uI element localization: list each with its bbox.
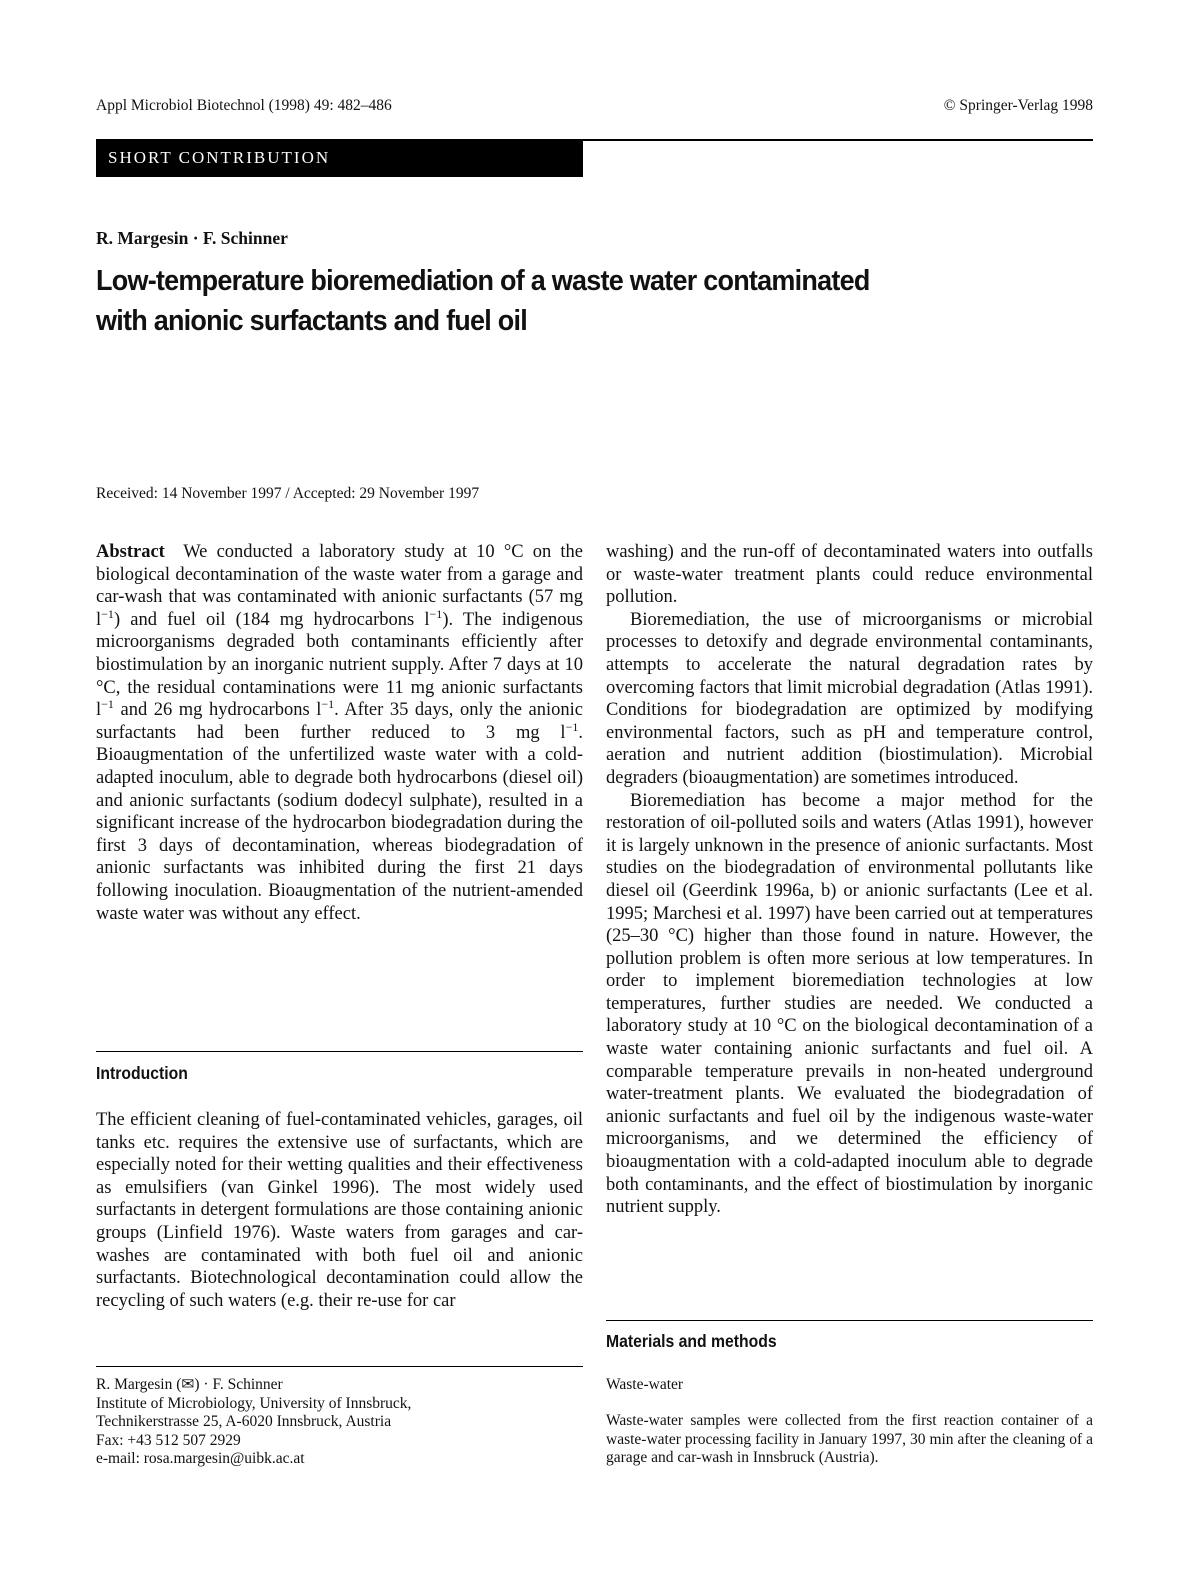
- journal-citation: Appl Microbiol Biotechnol (1998) 49: 482–486: [96, 97, 392, 114]
- abstract-text-2: ) and fuel oil (184 mg hydrocarbons l: [113, 609, 430, 630]
- introduction-paragraph-1: [96, 1109, 583, 1312]
- introduction-paragraph-1-text: The efficient cleaning of fuel-contaminated vehicles, garages, oil tanks etc. requires the extensive use of surfactants, which are especially noted for their wetting qualities and their effectiveness as emulsifiers (van Ginkel 1996). The most widely used surfactants in detergent formulations are those containing anionic groups (Linfield 1976). Waste waters from garages and car-washes are contaminated with both fuel oil and anionic surfactants. Biotechnological decontamination could allow the recycling of such waters (e.g. their re-use for car: [96, 1110, 583, 1311]
- introduction-paragraph-3: Bioremediation has become a major method for the restoration of oil-polluted soils and waters (Atlas 1991), however it is largely unknown in the presence of anionic surfactants. Most studies on the biodegradation of environmental pollutants like diesel oil (Geerdink 1996a, b) or anionic surfactants (Lee et al. 1995; Marchesi et al. 1997) have been carried out at temperatures (25–30 °C) higher than those found in nature. However, the pollution problem is often more serious at low temperatures. In order to implement bioremediation technologies at low temperatures, further studies are needed. We conducted a laboratory study at 10 °C on the biological decontamination of a waste water containing anionic surfactants and fuel oil. A comparable temperature prevails in non-heated underground water-treatment plants. We evaluated the biodegradation of anionic surfactants and fuel oil by the indigenous waste-water microorganisms, and we determined the efficiency of bioaugmentation with a cold-adapted inoculum able to degrade both contaminants, and the effect of biostimulation by inorganic nutrient supply.: [606, 790, 1093, 1218]
- author-list: R. Margesin · F. Schinner: [96, 228, 288, 248]
- abstract-sup-3: −1: [101, 697, 114, 711]
- article-title: [96, 261, 1026, 341]
- article-title-line-1: Low-temperature bioremediation of a waste water contaminated: [96, 265, 870, 297]
- introduction-paragraph-1-continued: washing) and the run-off of decontaminated waters into outfalls or waste-water treatment plants could reduce environmental pollution.: [606, 542, 1093, 608]
- correspondence-line-4: Fax: +43 512 507 2929: [96, 1431, 241, 1449]
- methods-text: Waste-water samples were collected from the first reaction container of a waste-water processing facility in January 1997, 30 min after the cleaning of a garage and car-wash in Innsbruck (Austria).: [606, 1412, 1093, 1466]
- copyright-notice: © Springer-Verlag 1998: [943, 97, 1093, 114]
- abstract-sup-1: −1: [101, 606, 114, 621]
- abstract-sup-2: −1: [429, 606, 443, 621]
- introduction-continued: [606, 541, 1093, 1219]
- article-title-line-2: with anionic surfactants and fuel oil: [96, 305, 528, 337]
- abstract-text-4: and 26 mg hydrocarbons l: [113, 700, 322, 721]
- banner-rule: [583, 139, 1093, 141]
- introduction-heading: Introduction: [96, 1063, 188, 1083]
- introduction-paragraph-2: Bioremediation, the use of microorganisms or microbial processes to detoxify and degrade environmental contaminants, attempts to accelerate the natural degradation rates by overcoming factors that limit microbial degradation (Atlas 1991). Conditions for biodegradation are optimized by modifying environmental factors, such as pH and temperature control, aeration and nutrient addition (biostimulation). Microbial degraders (bioaugmentation) are sometimes introduced.: [606, 609, 1093, 788]
- abstract-text-5: . After 35 days, only the anionic surfactants had been further reduced to 3 mg l: [96, 700, 583, 743]
- abstract: [96, 541, 583, 925]
- abstract-label: Abstract: [96, 542, 165, 562]
- received-accepted-dates: Received: 14 November 1997 / Accepted: 29 November 1997: [96, 485, 480, 502]
- correspondence-line-2: Institute of Microbiology, University of Innsbruck,: [96, 1394, 412, 1412]
- abstract-text-3: ). The indigenous microorganisms degraded both contaminants efficiently after biostimulation by an inorganic nutrient supply. After 7 days at 10 °C, the residual contaminations were 11 mg anionic surfactants l: [96, 609, 584, 721]
- methods-subheading: Waste-water: [606, 1376, 684, 1393]
- correspondence-line-3: Technikerstrasse 25, A-6020 Innsbruck, Austria: [96, 1413, 392, 1430]
- abstract-sup-4: −1: [321, 697, 335, 711]
- abstract-sup-5: −1: [565, 719, 579, 734]
- footnote-rule: [96, 1366, 583, 1367]
- correspondence-address: [96, 1376, 583, 1469]
- section-banner: SHORT CONTRIBUTION: [96, 139, 583, 177]
- introduction-rule: [96, 1051, 583, 1052]
- abstract-text-1: We conducted a laboratory study at 10 °C on the biological decontamination of the waste water from a garage and car-wash that was contaminated with anionic surfactants (57 mg l: [96, 542, 584, 630]
- abstract-text-6: . Bioaugmentation of the unfertilized waste water with a cold-adapted inoculum, able to degrade both hydrocarbons (diesel oil) and anionic surfactants (sodium dodecyl sulphate), resulted in a significant increase of the hydrocarbon biodegradation during the first 3 days of decontamination, whereas biodegradation of anionic surfactants was inhibited during the first 21 days following inoculation. Bioaugmentation of the nutrient-amended waste water was without any effect.: [96, 722, 583, 924]
- methods-rule: [606, 1320, 1093, 1321]
- correspondence-line-5: e-mail: rosa.margesin@uibk.ac.at: [96, 1450, 305, 1467]
- correspondence-line-1: R. Margesin (✉) · F. Schinner: [96, 1376, 283, 1393]
- methods-heading: Materials and methods: [606, 1331, 777, 1351]
